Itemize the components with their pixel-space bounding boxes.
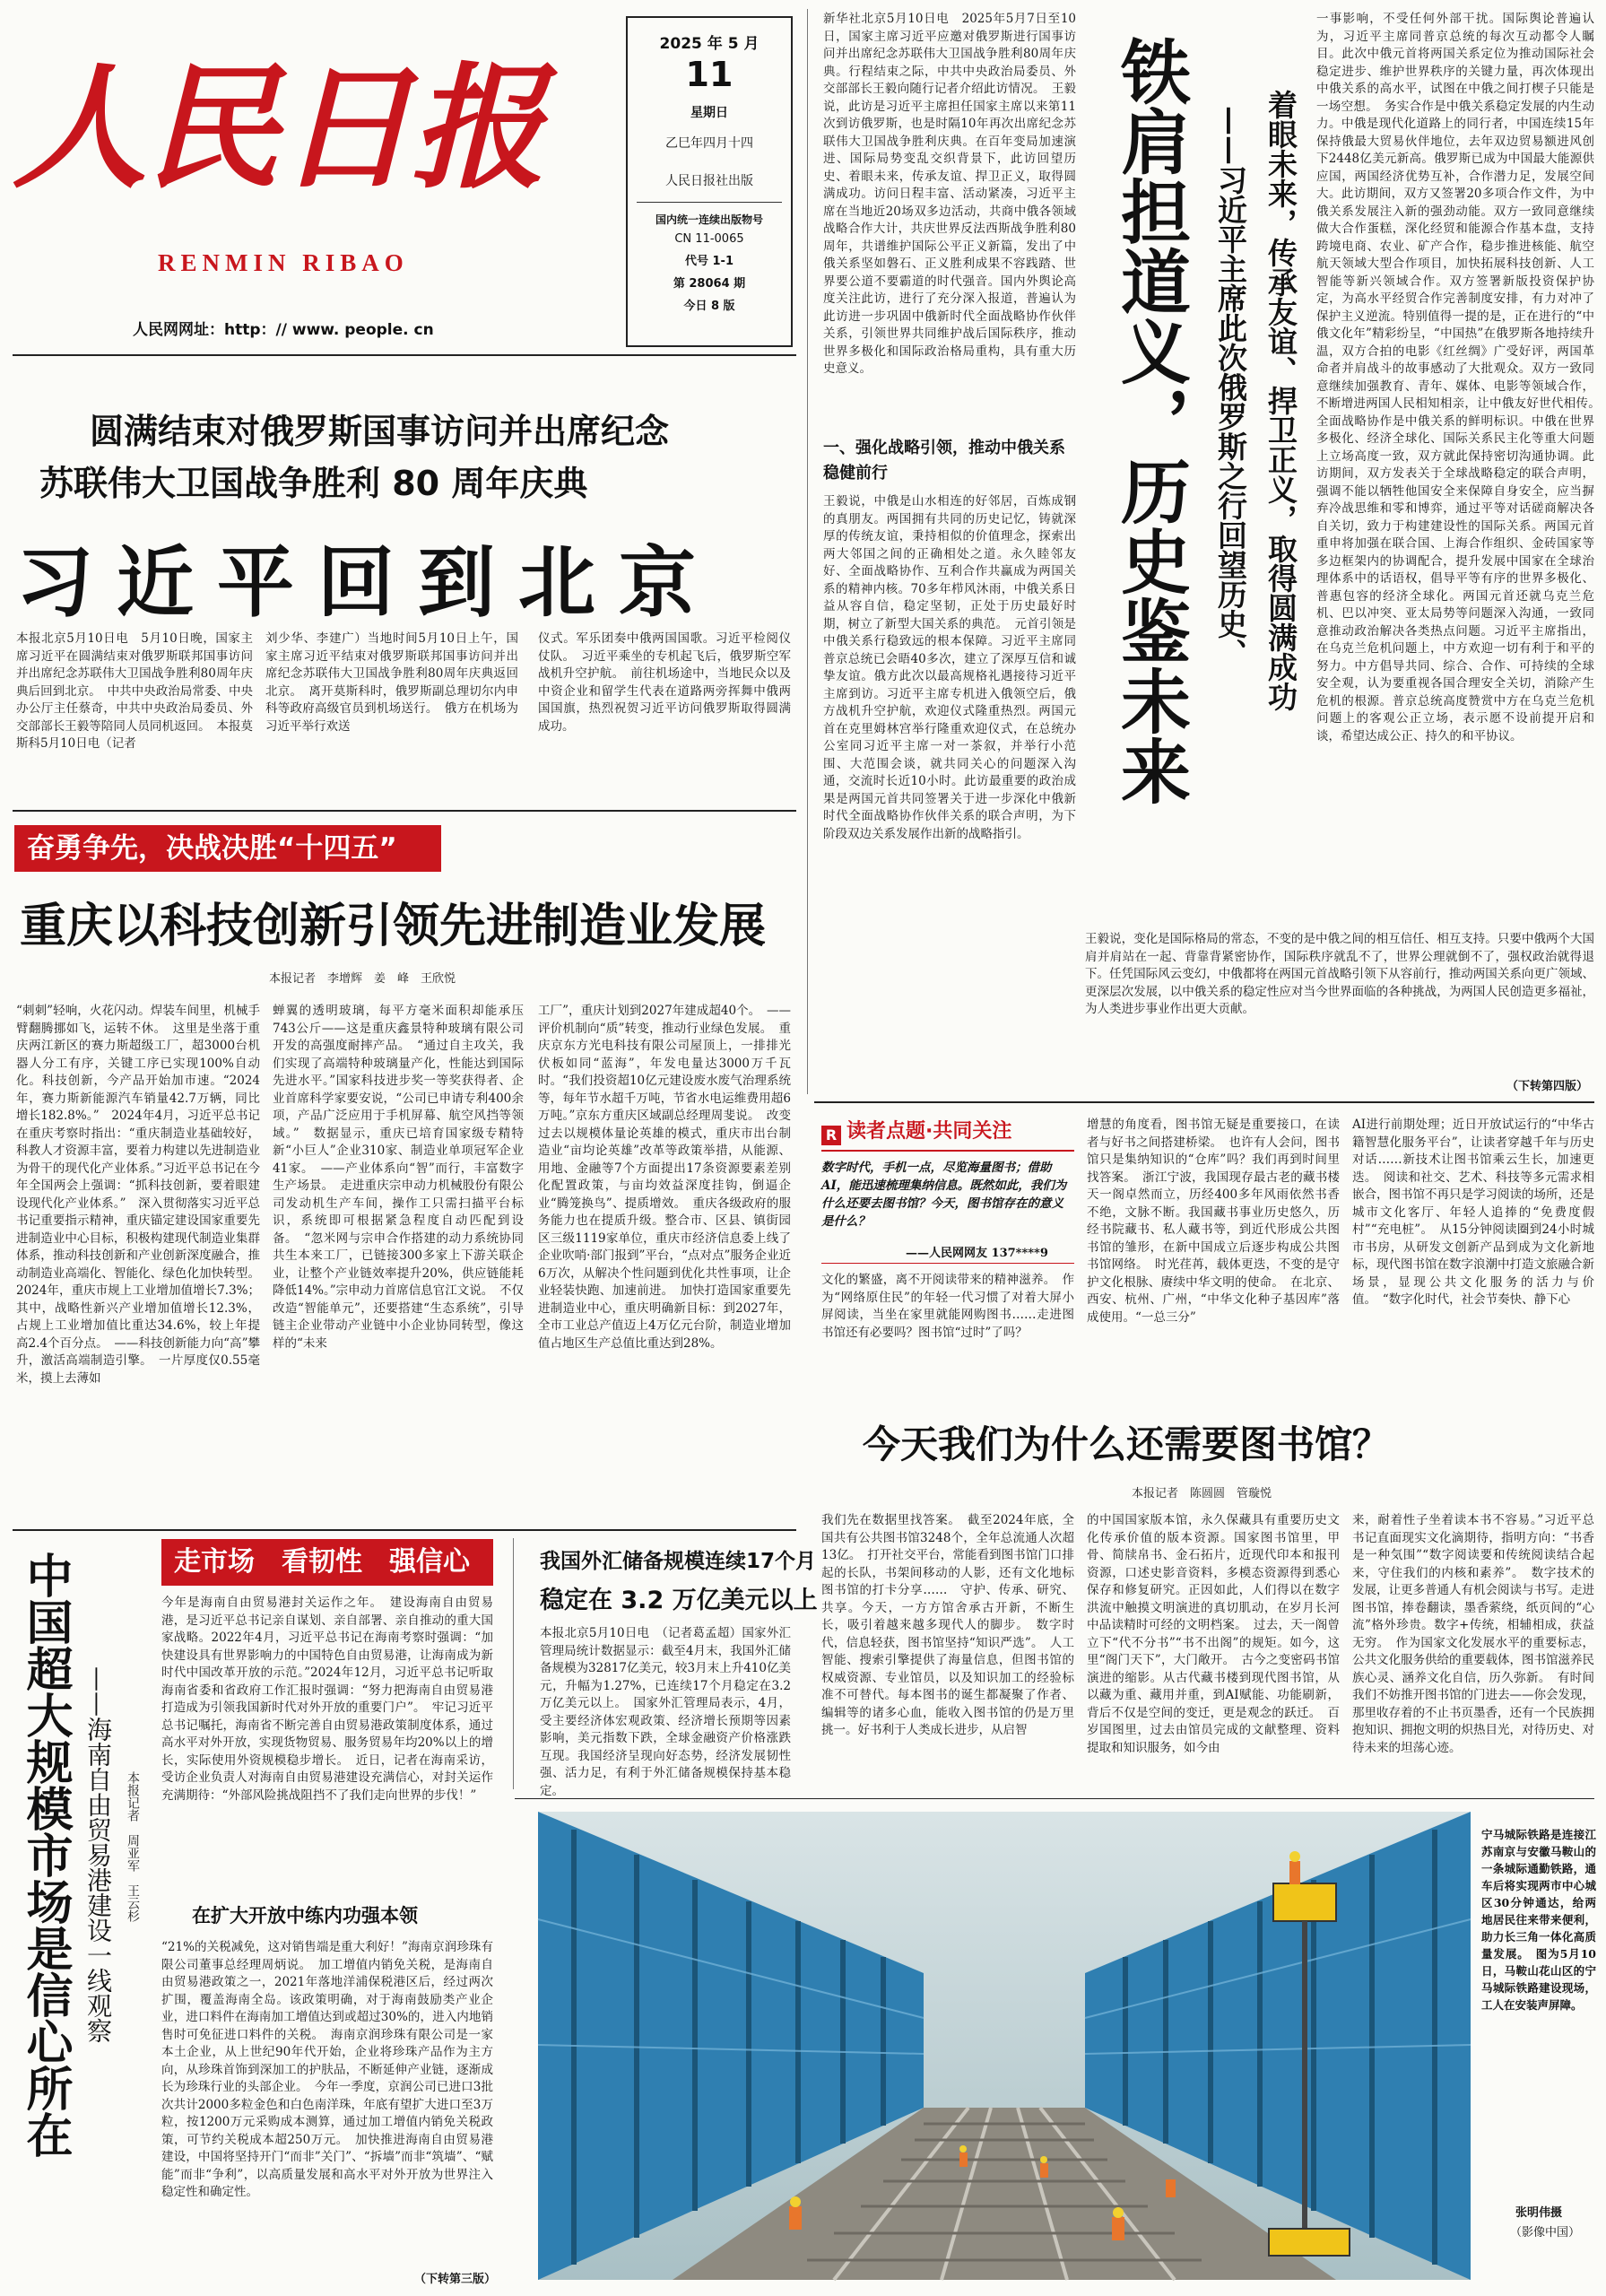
hainan-section-heading: 在扩大开放中练内功强本领 <box>192 1905 418 1926</box>
lead-headline: 习近平回到北京 <box>16 538 719 628</box>
date-day: 11 <box>685 55 734 94</box>
chongqing-headline: 重庆以科技创新引领先进制造业发展 <box>20 899 767 953</box>
masthead-pinyin: RENMIN RIBAO <box>158 249 409 276</box>
commentary-bottom-col: 王毅说，变化是国际格局的常态，不变的是中俄之间的相互信任、相互支持。只要中俄两个大国肩并肩站在一起、背靠背紧密协作，国际秩序就乱不了，世界公理就倒不了，强权政治就得退下。任凭国际风云变幻，中俄都将在两国元首战略引领下从容前行，推动两国关系向更广领域、更深层次发展，以中俄关系的稳定性应对当今世界面临的各种挑战，为两国人民创造更多福祉，为人类进步事业作出更大贡献。 <box>1085 932 1594 1016</box>
hainan-continued: （下转第三版） <box>414 2273 497 2286</box>
date-weekday: 星期日 <box>690 106 728 120</box>
library-col-3: 来，耐着性子坐着读本书不容易。”习近平总书记直面现实文化滴期待，指明方向：“书香是一种気围”“数字阅读要和传统阅读结合起来，守住我们的内核和素养”。 数字技术的发展，让更多普通人有机会阅读与书写。走进图书馆，捧卷翻读，墨香萦绕，纸页间的“心流”格外珍贵。数字+传统，相辅相成，获益无穷。 作为国家文化发展水平的重要标志，公共文化服务供给的重要载体，图书馆滋养民族心灵、涵养文化自信，历久弥新。 有时间我们不妨推开图书馆的门进去——你会发现，那里收存着的不止书页墨香，还有一个民族拥抱知识、拥抱文明的炽热目光，对待历史、对待未来的坦荡心迹。 <box>1352 1513 1594 1755</box>
commentary-section-heading: 一、强化战略引领，推动中俄关系稳健前行 <box>823 439 1065 483</box>
hainan-byline: 本报记者 周亚军 王云杉 <box>126 1771 140 1922</box>
railway-photo-illustration <box>538 1812 1471 2280</box>
reader-col-2: 增慧的角度看，图书馆无疑是重要接口，在读者与好书之间搭建桥梁。 也许有人会问，图书馆只是集纳知识的“仓库”吗？我们再到时间里找答案。 浙江宁波，我国现存最古老的藏书楼天一阁卓然而立，历经400多年风雨依然书香不绝，文脉不断。我国藏书事业历史悠久，历经书院藏书、私人藏书等，到近代形成公共图书馆的雏形，在新中国成立后逐步构成公共图书馆网络。 时光荏苒，载体更迭，不变的是守护文化根脉、赓续中华文明的使命。 在北京、西安、杭州、广州，“中华文化种子基因库”落成使用。“一总三分” <box>1087 1118 1340 1325</box>
masthead-website[interactable]: 人民网网址：http：// www. people. cn <box>133 321 434 339</box>
reader-logo-icon: R <box>821 1126 841 1145</box>
date-serial-label: 国内统一连续出版物号 <box>655 213 763 226</box>
date-year-month: 2025 年 5 月 <box>659 35 760 53</box>
forex-headline-1: 我国外汇储备规模连续17个月 <box>540 1550 817 1573</box>
lead-subtitle-2: 苏联伟大卫国战争胜利 80 周年庆典 <box>39 464 588 503</box>
commentary-subtitle-1: 着眼未来，传承友谊、捍卫正义，取得圆满成功 <box>1263 90 1298 711</box>
chongqing-byline: 本报记者 李增辉 姜 峰 王欣悦 <box>269 972 456 986</box>
lead-col-1: 本报北京5月10日电 5月10日晚，国家主席习近平在圆满结束对俄罗斯联邦国事访问并出席纪念苏联伟大卫国战争胜利80周年庆典后回到北京。 中共中央政治局常委、中央办公厅主任蔡奇，中共中央政治局委员、外交部部长王毅等陪同人员同机返回。 本报莫斯科5月10日电（记者 <box>16 631 253 751</box>
date-lunar: 乙巳年四月十四 <box>665 136 753 151</box>
commentary-dateline-col: 新华社北京5月10日电 2025年5月7日至10日，国家主席习近平应邀对俄罗斯进行国事访问并出席纪念苏联伟大卫国战争胜利80周年庆典。行程结束之际，中共中央政治局委员、外交部部长王毅向随行记者介绍此访情况。 王毅说，此访是习近平主席担任国家主席以来第11次到访俄罗斯，也是时隔10年再次出席纪念苏联伟大卫国战争胜利庆典。在百年变局加速演进、国际局势变乱交织背景下，此访回望历史、着眼未来，传承友谊、捍卫正义，取得圆满成功。访问日程丰富、活动紧凑，习近平主席在当地近20场双多边活动，共商中俄各领域战略合作大计，共庆世界反法西斯战争胜利80周年，共谱维护国际公平正义新篇，发出了中俄关系坚如磐石、正义胜利成果不容践踏、世界要公道不要霸道的时代强音。国内外舆论高度关注此访，进行了充分深入报道，普遍认为此访进一步巩固中俄新时代全面战略协作伙伴关系，引领世界共同维护战后国际秩序，推动世界多极化和国际政治格局重构，具有重大历史意义。 <box>823 12 1076 376</box>
chongqing-col-3: 工厂”，重庆计划到2027年建成超40个。 ——评价机制向“质”转变，推动行业绿色发展。 重庆京东方光电科技有限公司屋顶上，一排排光伏板如同“蓝海”，年发电量达3000万千瓦时。“我们投资超10亿元建设废水废气治理系统等，每年节水超千万吨，节省水电运维费用超6万吨。”京东方重庆区域副总经理周斐说。 改变过去以规模体量论英雄的模式，重庆市出台制造业“亩均论英雄”改革等政策举措，从能源、用地、金融等7个方面提出17条资源要素差别化配置政策，与亩均效益深度挂钩，倒逼企业“腾笼换鸟”、提质增效。 重庆各级政府的服务能力也在提质升级。整合市、区县、镇街园区三级1119家单位，重庆市经济信息委上线了企业吹哨·部门报到”平台，“点对点”服务企业近6万次，从解决个性问题到优化共性事项，让企业轻装快跑、加速前进。 加快打造国家重要先进制造业中心，重庆明确新目标：到2027年，全市工业总产值迈上4万亿元台阶，制造业增加值占地区生产总值比重达到28%。 <box>538 1004 791 1351</box>
hainan-col-2: “21%的关税减免，这对销售端是重大利好！”海南京润珍珠有限公司董事总经理周炳说。 加工增值内销免关税，是海南自由贸易港政策之一，2021年落地洋浦保税港区后，经过两次扩围，覆盖海南全岛。该政策明确，对于海南鼓励类产业企业，进口料件在海南加工增值达到或超过30%的，进入内地销售时可免征进口料件的关税。 海南京润珍珠有限公司是一家本土企业，从上世纪90年代开始，企业将珍珠产品作为主方向，从珍珠首饰到深加工的护肤品，不断延伸产业链，逐渐成长为珍珠行业的头部企业。 今年一季度，京润公司已进口3批次共计2000多粒金色和白色南洋珠，年底有望扩大进口至3万粒，按1200万元采购成本测算，通过加工增值内销免关税政策，可节约关税成本超250万元。 加快推进海南自由贸易港建设，中国将坚持开门“而非”关门”、“拆墙”而非“筑墙”、“赋能”而非“争利”，以高质量发展和高水平对外开放为世界注入稳定性和确定性。 <box>161 1940 493 2199</box>
photo-agency: （影像中国） <box>1510 2226 1581 2239</box>
commentary-section-col: 王毅说，中俄是山水相连的好邻居，百炼成钢的真朋友。两国拥有共同的历史记忆，铸就深厚的传统友谊，秉持相似的价值理念，探索出两大邻国之间的正确相处之道。永久睦邻友好、全面战略协作、互利合作共赢成为两国关系的精神内核。70多年栉风沐雨，中俄关系日益从容自信，稳定坚韧，正处于历史最好时期，树立了新型大国关系的典范。 元首引领是中俄关系行稳致远的根本保障。习近平主席同普京总统已会晤40多次，建立了深厚互信和诚挚友谊。俄方此次以最高规格礼遇接待习近平主席到访。习近平主席专机进入俄领空后，俄方战机升空护航，欢迎仪式隆重热烈。两国元首在克里姆林宫举行隆重欢迎仪式，在总统办公室同习近平主席一对一茶叙，并举行小范围、大范围会谈，就共同关心的问题深入沟通，交流时长近10小时。此访最重要的政治成果是两国元首共同签署关于进一步深化中俄新时代全面战略协作伙伴关系的联合声明，为下阶段双边关系发展作出新的战略指引。 <box>823 494 1076 841</box>
library-col-2: 的中国国家版本馆，永久保藏具有重要历史文化传承价值的版本资源。国家图书馆里，甲骨、简牍帛书、金石拓片，近现代印本和报刊资源，口述史影音资料，多模态资源得到悉心保存和修复研究。正因如此，人们得以在数字洪流中触摸文明演进的真切肌动，在岁月长河中品读精时可经的文明档案。 过去，天一阁曾立下“代不分书”“书不出阁”的规矩。如今，这里“阁门天下”，大门敞开。 古今之变密码书馆演进的缩影。从古代藏书楼到现代图书馆，从以藏为重、藏用并重，到AI赋能、功能刷新，背后不仅是空间的变迁，更是观念的跃迁。 百岁国图里，过去由馆员完成的文献整理、资料提取和知识服务，如今由 <box>1087 1513 1340 1755</box>
reader-banner <box>821 1117 1011 1147</box>
photo-credit: 张明伟摄 <box>1515 2206 1563 2220</box>
date-pages: 今日 8 版 <box>683 300 735 313</box>
forex-body: 本报北京5月10日电 （记者葛孟超）国家外汇管理局统计数据显示：截至4月末，我国外汇储备规模为32817亿美元，较3月末上升410亿美元，升幅为1.27%，已连续17个月稳定在3.2万亿美元以上。 国家外汇管理局表示，4月，受主要经济体宏观政策、经济增长预期等因素影响，美元指数下跌，全球金融资产价格涨跌互现。我国经济呈现向好态势，经济发展韧性强、活力足，有利于外汇储备规模保持基本稳定。 <box>540 1626 791 1798</box>
chongqing-col-2: 蝉翼的透明玻璃，每平方毫米面积却能承压743公斤——这是重庆鑫景特种玻璃有限公司开发的高强度耐摔产品。 “通过自主攻关，我们实现了高端特种玻璃量产化，性能达到国际先进水平。”国家科技进步奖一等奖获得者、企业首席科学家要安说，“公司已申请专利400余项，产品广泛应用于手机屏幕、航空风挡等领域。” 数据显示，重庆已培育国家级专精特新“小巨人”企业310家、制造业单项冠军企业41家。 ——产业体系向“智”而行，丰富数字生产场景。 走进重庆宗申动力机械股份有限公司发动机生产车间，操作工只需扫描平台标识，系统即可根据紧急程度自动匹配到设备。 “忽米网与宗申合作搭建的动力系统协同共生本来工厂，已链接300多家上下游关联企业，让整个产业链效率提升20%，供应链能耗降低14%。”宗申动力首席信息官江文说。 不仅改造“智能单元”，还要搭建“生态系统”，引导链主企业带动产业链中小企业协同转型，像这样的“未来 <box>273 1004 524 1351</box>
commentary-headline: 铁肩担道义，历史鉴未来 <box>1109 36 1190 805</box>
masthead-title: 人民日报 <box>13 49 544 207</box>
lead-subtitle-1: 圆满结束对俄罗斯国事访问并出席纪念 <box>90 412 670 451</box>
chongqing-col-1: “刺刺”轻响，火花闪动。焊装车间里，机械手臂翻腾挪如飞，运转不休。 这里是坐落于重庆两江新区的赛力斯超级工厂，超3000台机器人分工有序，关键工序已实现100%自动化。科技创新，今产品开始加市速。“2024年，赛力斯新能源汽车销量42.7万辆，同比增长182.8%。” 2024年4月，习近平总书记在重庆考察时指出：“重庆制造业基础较好，科教人才资源丰富，要着力构建以先进制造业为骨干的现代化产业体系。”习近平总书记在今年全国两会上强调：“抓科技创新，要着眼建设现代化产业体系。” 深入贯彻落实习近平总书记重要指示精神，重庆锚定建设国家重要先进制造业中心目标，积极构建现代制造业集群体系，推动科技创新和产业创新深度融合，推动制造业高端化、智能化、绿色化加快转型。2024年，重庆市规上工业增加值增长7.3%；其中，战略性新兴产业增加值增长12.3%，占规上工业增加值比重达34.6%，较上年提高2.4个百分点。 ——科技创新能力向“高”攀升，激活高端制造引擎。 一片厚度仅0.55毫米，摸上去薄如 <box>16 1004 260 1386</box>
library-headline: 今天我们为什么还需要图书馆？ <box>863 1422 1391 1466</box>
reader-col-3: AI进行前期处理；近日开放试运行的“中华古籍智慧化服务平台”，让读者穿越千年与历史对话……新技术让图书馆乘云生长，加速更迭。 阅读和社交、艺术、科技等多元需求相嵌合，图书馆不再只是学习阅读的场所，还是城市文化客厅、年轻人追捧的“免费度假村”“充电桩”。 从15分钟阅读圈到24小时城市书房，从研发文创新产品到成为文化新地标，现代图书馆在数字浪潮中打造文旅融合新场景，显现公共文化服务的活力与价值。 “数字化时代，社会节奏快、静下心 <box>1352 1118 1594 1307</box>
hainan-headline: 中国超大规模市场是信心所在 <box>18 1552 72 2158</box>
date-publisher: 人民日报社出版 <box>665 174 753 188</box>
date-code: 代号 1-1 <box>684 255 734 268</box>
library-col-1: 我们先在数据里找答案。 截至2024年底，全国共有公共图书馆3248个，全年总流通人次超13亿。 打开社交平台，常能看到图书馆门口排起的长队，书架间移动的人影，还有文化地标图书馆的打卡分享…… 守护、传承、研究、共享。今天，一方方馆舍承古开新，不断生长，吸引着越来越多现代人的脚步。 数字时代，信息轻获，图书馆坚持“知识严选”。 人工智能、搜索引擎提供了海量信息，但图书馆的权威资源、专业馆员，以及知识加工的经验标准不可替代。每本图书的诞生都凝聚了作者、编辑等的诸多心血，能收入图书馆的仍是万里挑一。好书利于人类成长进步，从启智 <box>821 1513 1074 1737</box>
date-cn: CN 11-0065 <box>674 232 744 246</box>
commentary-continued: （下转第四版） <box>1506 1080 1589 1093</box>
hainan-subtitle: ——海南自由贸易港建设一线观察 <box>83 1666 113 2043</box>
reader-banner-label: 读者点题·共同关注 <box>846 1120 1012 1143</box>
lead-col-2: 刘少华、李建广）当地时间5月10日上午，国家主席习近平结束对俄罗斯联邦国事访问并出席纪念苏联伟大卫国战争胜利80周年庆典返回北京。 离开莫斯科时，俄罗斯副总理切尔内申科等政府高级官员到机场送行。 俄方在机场为习近平举行欢送 <box>265 631 518 734</box>
photo-caption: 宁马城际铁路是连接江苏南京与安徽马鞍山的一条城际通勤铁路，通车后将实现两市中心城区30分钟通达，给两地居民往来带来便利，助力长三角一体化高质量发展。 图为5月10日，马鞍山花山区的宁马城际铁路建设现场，工人在安装声屏障。 <box>1481 1828 1596 2012</box>
library-byline: 本报记者 陈圆圆 管璇悦 <box>1132 1487 1272 1500</box>
lead-col-3: 仪式。军乐团奏中俄两国国歌。习近平检阅仪仗队。 习近平乘坐的专机起飞后，俄罗斯空军战机升空护航。 前往机场途中，当地民众以及中资企业和留学生代表在道路两旁挥舞中俄两国国旗，热烈祝贺习近平访问俄罗斯取得圆满成功。 <box>538 631 791 734</box>
hainan-col-1: 今年是海南自由贸易港封关运作之年。 建设海南自由贸易港，是习近平总书记亲自谋划、亲自部署、亲自推动的重大国家战略。2022年4月，习近平总书记在海南考察时强调：“加快建设具有世界影响力的中国特色自由贸易港，让海南成为新时代中国改革开放的示范。”2024年12月，习近平总书记听取海南省委和省政府工作汇报时强调：“努力把海南自由贸易港打造成为引领我国新时代对外开放的重要门户”。 牢记习近平总书记嘱托，海南省不断完善自由贸易港政策制度体系，通过高水平对外开放，实现货物贸易、服务贸易年均20%以上的增长，实际使用外资规模稳步增长。 近日，记者在海南采访，受访企业负责人对海南自由贸易港建设充满信心，对封关运作充满期待：“外部风险挑战阻挡不了我们走向世界的步伐！” <box>161 1596 493 1803</box>
reader-col-1: 文化的繁盛，离不开阅读带来的精神滋养。 作为“网络原住民”的年轻一代习惯了对着大屏小屏阅读，当坐在家里就能网购图书……走进图书馆还有必要吗？图书馆“过时”了吗？ <box>821 1273 1074 1340</box>
forex-headline-2: 稳定在 3.2 万亿美元以上 <box>540 1587 818 1614</box>
railway-construction-photo <box>538 1812 1471 2280</box>
date-box <box>626 16 793 347</box>
reader-asker: ——人民网网友 137****9 <box>906 1247 1048 1260</box>
commentary-right-col: 一事影响，不受任何外部干扰。国际舆论普遍认为，习近平主席同普京总统的每次互动都令人瞩目。此次中俄元首将两国关系定位为推动国际社会稳定进步、维护世界秩序的关键力量，再次体现出中俄关系的高水平，试图在中俄之间打楔子只能是一场空想。 务实合作是中俄关系稳定发展的内生动力。中俄是现代化道路上的同行者，中国连续15年保持俄最大贸易伙伴地位，去年双边贸易额进风创下2448亿美元新高。俄罗斯已成为中国最大能源供应国，两国经济优势互补，合作潜力足，发展空间大。此访期间，双方又签署20多项合作文件，为中俄关系发展注入新的强劲动能。双方一致同意继续做大合作蛋糕，深化经贸和能源合作基本盘，支持跨境电商、农业、矿产合作，稳步推进核能、航空航天领域大型合作项目，加快拓展科技创新、人工智能等新兴领域合作。双方签署新版投资保护协定，为高水平经贸合作完善制度安排，有力对冲了保护主义逆流。特别值得一提的是，正在进行的“中俄文化年”精彩纷呈，“中国热”在俄罗斯各地持续升温，双方合拍的电影《红丝绸》广受好评，两国革命者并肩战斗的故事感动了大批观众。双方一致同意继续加强教育、青年、媒体、电影等领域合作，不断增进两国人民相知相亲，让中俄友好世代相传。 全面战略协作是中俄关系的鲜明标识。中俄在世界多极化、经济全球化、国际关系民主化等重大问题上立场高度一致，双方就此保持密切沟通协调。此访期间，双方发表关于全球战略稳定的联合声明，强调不能以牺牲他国安全来保障自身安全，应当摒弃冷战思维和零和博弈，通过平等对话磋商解决各自关切，致力于构建建设性的国际关系。两国元首重申将加强在联合国、上海合作组织、金砖国家等多边框架内的协调配合，提升发展中国家在全球治理体系中的话语权，倡导平等有序的世界多极化、普惠包容的经济全球化。两国元首还就乌克兰危机、巴以冲突、亚太局势等问题深入沟通，一致同意推动政治解决各类热点问题。习近平主席指出，在乌克兰危机问题上，中方欢迎一切有利于和平的努力。中方倡导共同、综合、合作、可持续的全球安全观，认为要重视各国合理安全关切，消除产生危机的根源。普京总统高度赞赏中方在乌克兰危机问题上的客观公正立场，表示愿不设前提开启和谈，希望达成公正、持久的和平协议。 <box>1316 12 1606 744</box>
date-issue: 第 28064 期 <box>673 277 746 291</box>
hainan-banner: 走市场 看韧性 强信心 <box>161 1539 493 1586</box>
reader-question: 数字时代，手机一点，尽览海量图书；借助AI，能迅速梳理集纳信息。既然如此，我们为什么还要去图书馆？今天，图书馆存在的意义是什么？ <box>821 1161 1067 1229</box>
chongqing-banner: 奋勇争先，决战决胜“十四五” <box>14 825 441 872</box>
commentary-subtitle-2: ——习近平主席此次俄罗斯之行回望历史、 <box>1213 106 1248 668</box>
